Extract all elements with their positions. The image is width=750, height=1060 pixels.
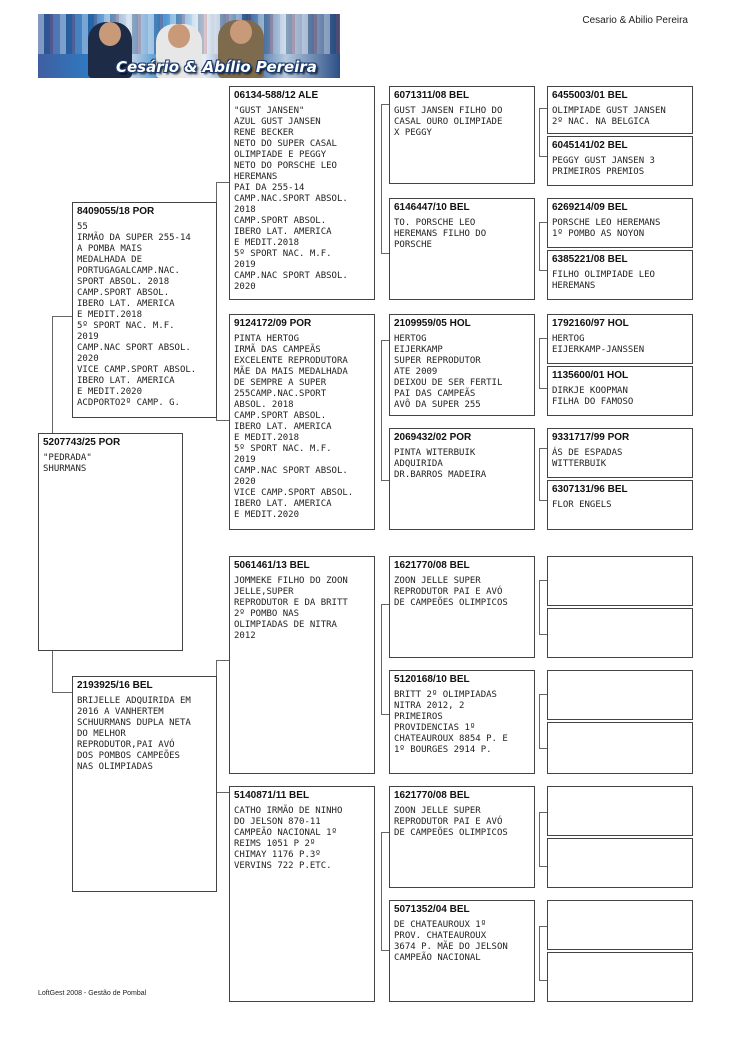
pigeon-description: DIRKJE KOOPMAN FILHA DO FAMOSO [552,386,634,407]
connector-line [539,338,547,339]
pedigree-card-gen5 [547,428,693,478]
pedigree-card-empty [547,722,693,774]
connector-line [539,108,540,156]
ring-number: 6146447/10 BEL [394,202,470,213]
connector-line [539,108,547,109]
pigeon-description: HERTOG EIJERKAMP SUPER REPRODUTOR ATE 2009 DEIXOU DE SER FERTIL PAI DAS CAMPEÃS AVÔ DA SUPER 255 [394,334,503,410]
connector-line [539,580,540,634]
connector-line [539,580,547,581]
connector-line [539,222,547,223]
ring-number: 6307131/96 BEL [552,484,628,495]
banner-title: Cesário & Abílio Pereira [116,58,317,76]
connector-line [539,634,547,635]
pigeon-description: ZOON JELLE SUPER REPRODUTOR PAI E AVÓ DE CAMPEÕES OLIMPICOS [394,576,508,608]
connector-line [381,104,382,190]
connector-line [539,980,547,981]
connector-line [539,338,540,388]
pedigree-card-gen5 [547,86,693,134]
ring-number: 1621770/08 BEL [394,560,470,571]
pedigree-card-sire-sire [229,86,375,300]
ring-number: 6269214/09 BEL [552,202,628,213]
ring-number: 5140871/11 BEL [234,790,310,801]
pedigree-card-gen5 [547,366,693,416]
connector-line [216,420,230,421]
connector-line [52,650,53,692]
pigeon-description: BRITT 2º OLIMPIADAS NITRA 2012, 2 PRIMEIROS PROVIDENCIAS 1º CHATEAUROUX 8854 P. E 1º BOURGES 2914 P. [394,690,508,755]
connector-line [381,480,389,481]
connector-line [381,714,389,715]
pedigree-card-gen4 [389,198,535,300]
pigeon-description: 55 IRMÃO DA SUPER 255-14 A POMBA MAIS MEDALHADA DE PORTUGAGALCAMP.NAC. SPORT ABSOL. 2018 CAMP.SPORT ABSOL. IBERO LAT. AMERICA E MEDIT.2018 5º SPORT NAC. M.F. 2019 CAMP.NAC SPORT ABSOL. 2020 VICE CAMP.SPORT ABSOL. IBERO LAT. AMERICA E MEDIT.2020 ACDPORTO2º CAMP. G. [77,222,197,408]
ring-number: 6385221/08 BEL [552,254,628,265]
ring-number: 5071352/04 BEL [394,904,470,915]
ring-number: 06134-588/12 ALE [234,90,319,101]
connector-line [381,832,389,833]
connector-line [381,190,382,253]
pigeon-description: TO. PORSCHE LEO HEREMANS FILHO DO PORSCHE [394,218,487,250]
ring-number: 2069432/02 POR [394,432,472,443]
connector-line [539,812,540,866]
pigeon-description: FILHO OLIMPIADE LEO HEREMANS [552,270,655,291]
connector-line [539,926,547,927]
ring-number: 2193925/16 BEL [77,680,153,691]
connector-line [52,316,74,317]
ring-number: 6455003/01 BEL [552,90,628,101]
pedigree-card-gen4 [389,428,535,530]
connector-line [539,812,547,813]
pedigree-card-sire [72,202,217,418]
connector-line [539,694,540,748]
pigeon-description: JOMMEKE FILHO DO ZOON JELLE,SUPER REPRODUTOR E DA BRITT 2º POMBO NAS OLIMPIADAS DE NITRA 2012 [234,576,348,641]
ring-number: 9124172/09 POR [234,318,312,329]
pedigree-card-gen4 [389,314,535,416]
connector-line [539,694,547,695]
pedigree-card-dam-dam [229,786,375,1002]
pigeon-description: HERTOG EIJERKAMP-JANSSEN [552,334,645,355]
pedigree-card-dam [72,676,217,892]
pedigree-card-empty [547,838,693,888]
connector-line [52,692,74,693]
connector-line [539,388,547,389]
header-banner [38,14,340,78]
ring-number: 5120168/10 BEL [394,674,470,685]
pedigree-card-gen5 [547,480,693,530]
pedigree-card-gen5 [547,250,693,300]
pedigree-card-empty [547,670,693,720]
ring-number: 5207743/25 POR [43,437,121,448]
pigeon-description: PINTA WITERBUIK ADQUIRIDA DR.BARROS MADEIRA [394,448,487,480]
pedigree-card-empty [547,952,693,1002]
connector-line [216,660,230,661]
connector-line [381,340,389,341]
ring-number: 6071311/08 BEL [394,90,470,101]
pigeon-description: ZOON JELLE SUPER REPRODUTOR PAI E AVÓ DE CAMPEÕES OLIMPICOS [394,806,508,838]
connector-line [539,926,540,980]
ring-number: 1135600/01 HOL [552,370,629,381]
pedigree-card-gen5 [547,314,693,364]
connector-line [381,832,382,950]
ring-number: 2109959/05 HOL [394,318,471,329]
pigeon-description: CATHO IRMÃO DE NINHO DO JELSON 870-11 CAMPEÃO NACIONAL 1º REIMS 1051 P 2º CHIMAY 1176 P.3º VERVINS 722 P.ETC. [234,806,343,871]
ring-number: 5061461/13 BEL [234,560,310,571]
connector-line [216,792,230,793]
pedigree-card-empty [547,900,693,950]
pigeon-description: PINTA HERTOG IRMÃ DAS CAMPEÃS EXCELENTE REPRODUTORA MÃE DA MAIS MEDALHADA DE SEMPRE A SUPER 255CAMP.NAC.SPORT ABSOL. 2018 CAMP.SPORT ABSOL. IBERO LAT. AMERICA E MEDIT.2018 5º SPORT NAC. M.F. 2019 CAMP.NAC SPORT ABSOL. 2020 VICE CAMP.SPORT ABSOL. IBERO LAT. AMERICA E MEDIT.2020 [234,334,354,520]
pigeon-description: GUST JANSEN FILHO DO CASAL OURO OLIMPIADE X PEGGY [394,106,503,138]
pedigree-card-empty [547,608,693,658]
connector-line [381,604,382,714]
ring-number: 9331717/99 POR [552,432,630,443]
connector-line [381,104,389,105]
pigeon-description: ÁS DE ESPADAS WITTERBUIK [552,448,623,469]
ring-number: 1792160/97 HOL [552,318,629,329]
connector-line [539,866,547,867]
pigeon-description: "GUST JANSEN" AZUL GUST JANSEN RENE BECKER NETO DO SUPER CASAL OLIMPIADE E PEGGY NETO DO PORSCHE LEO HEREMANS PAI DA 255-14 CAMP.NAC.SPORT ABSOL. 2018 CAMP.SPORT ABSOL. IBERO LAT. AMERICA E MEDIT.2018 5º SPORT NAC. M.F. 2019 CAMP.NAC SPORT ABSOL. 2020 [234,106,348,292]
pedigree-card-empty [547,786,693,836]
pigeon-description: "PEDRADA" SHURMANS [43,453,92,474]
pedigree-card-gen4 [389,786,535,888]
connector-line [539,500,547,501]
footer-text: LoftGest 2008 - Gestão de Pombal [38,990,147,997]
pedigree-card-subject [38,433,183,651]
pedigree-card-empty [547,556,693,606]
connector-line [539,448,547,449]
pedigree-card-dam-sire [229,556,375,774]
connector-line [52,316,53,440]
pedigree-card-gen4 [389,670,535,774]
connector-line [381,340,382,480]
pedigree-card-gen4 [389,86,535,184]
connector-line [539,222,540,270]
connector-line [381,253,389,254]
connector-line [216,182,230,183]
ring-number: 6045141/02 BEL [552,140,628,151]
pedigree-card-gen5 [547,136,693,186]
pigeon-description: BRIJELLE ADQUIRIDA EM 2016 A VANHERTEM SCHUURMANS DUPLA NETA DO MELHOR REPRODUTOR,PAI AVÓ DOS POMBOS CAMPEÕES NAS OLIMPIADAS [77,696,191,772]
owner-name: Cesario & Abilio Pereira [582,15,688,26]
pedigree-card-sire-dam [229,314,375,530]
ring-number: 8409055/18 POR [77,206,155,217]
connector-line [539,156,547,157]
pigeon-description: PORSCHE LEO HEREMANS 1º POMBO AS NOYON [552,218,661,239]
pedigree-card-gen4 [389,900,535,1002]
pigeon-description: PEGGY GUST JANSEN 3 PRIMEIROS PREMIOS [552,156,655,177]
connector-line [539,270,547,271]
pigeon-description: FLOR ENGELS [552,500,612,510]
pedigree-card-gen5 [547,198,693,248]
pigeon-description: OLIMPIADE GUST JANSEN 2º NAC. NA BELGICA [552,106,666,127]
connector-line [539,448,540,500]
connector-line [539,748,547,749]
pigeon-description: DE CHATEAUROUX 1º PROV. CHATEAUROUX 3674 P. MÃE DO JELSON CAMPEÃO NACIONAL [394,920,508,963]
connector-line [381,950,389,951]
ring-number: 1621770/08 BEL [394,790,470,801]
pedigree-card-gen4 [389,556,535,658]
connector-line [381,604,389,605]
